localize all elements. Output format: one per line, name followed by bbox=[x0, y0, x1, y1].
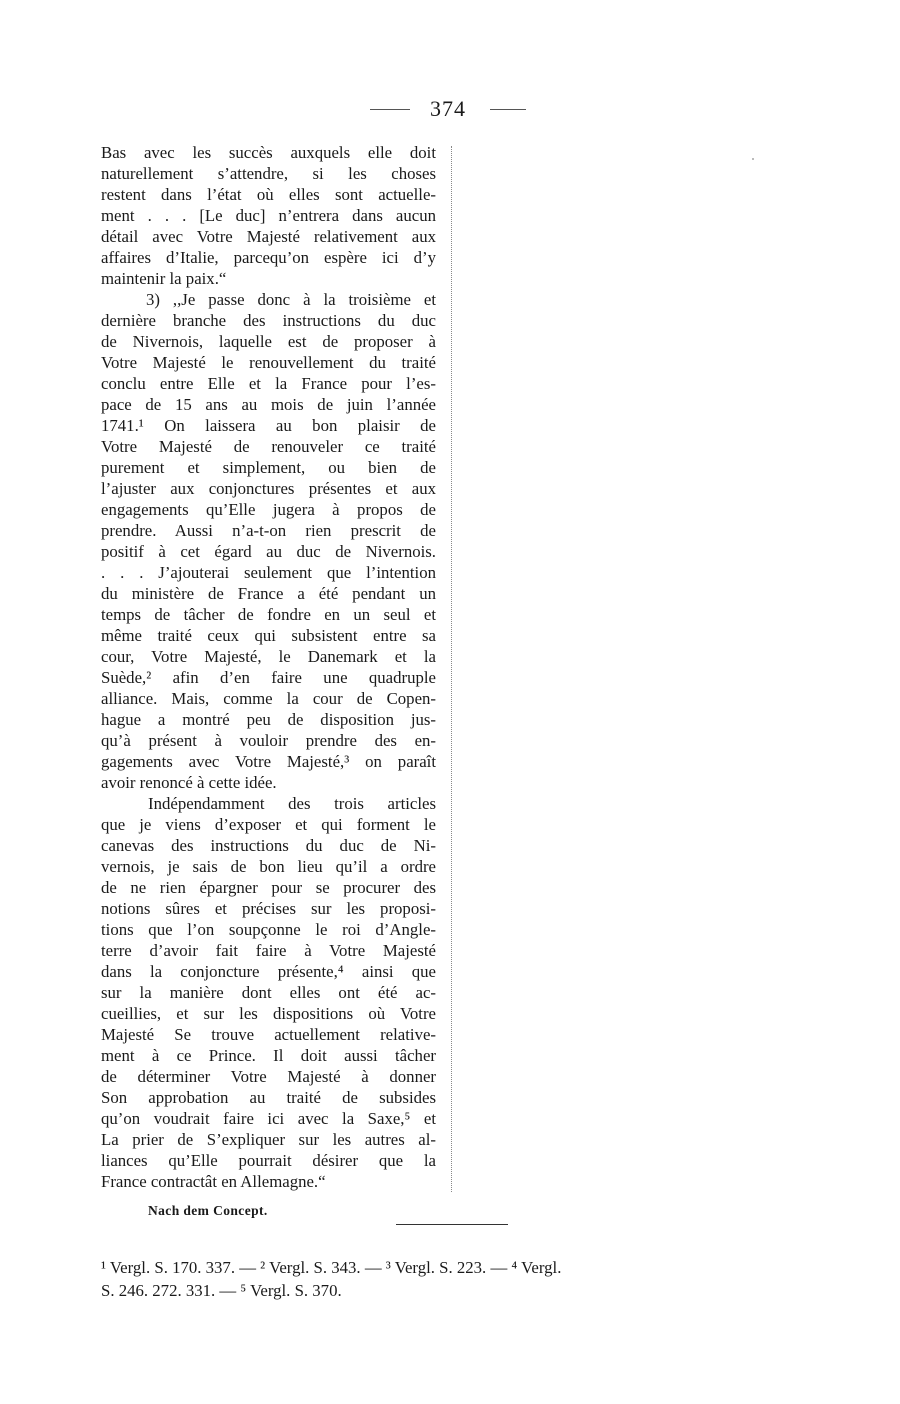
text-line: Bas avec les succès auxquels elle doit bbox=[101, 143, 436, 162]
text-line: 3) ,,Je passe donc à la troisième et bbox=[146, 290, 436, 309]
text-line: maintenir la paix.“ bbox=[101, 269, 227, 288]
text-line: sur la manière dont elles ont été ac- bbox=[101, 983, 436, 1002]
footnote-line: ¹ Vergl. S. 170. 337. — ² Vergl. S. 343. — ³ Vergl. S. 223. — ⁴ Vergl. bbox=[101, 1258, 562, 1277]
text-line: Son approbation au traité de subsides bbox=[101, 1088, 436, 1107]
text-line: engagements qu’Elle jugera à propos de bbox=[101, 500, 436, 519]
text-line: ment à ce Prince. Il doit aussi tâcher bbox=[101, 1046, 436, 1065]
text-line: 1741.¹ On laissera au bon plaisir de bbox=[101, 416, 436, 435]
text-line: vernois, je sais de bon lieu qu’il a ordre bbox=[101, 857, 436, 876]
source-note: Nach dem Concept. bbox=[148, 1203, 268, 1218]
text-line: qu’on voudrait faire ici avec la Saxe,⁵ et bbox=[101, 1109, 436, 1128]
footnote-line: S. 246. 272. 331. — ⁵ Vergl. S. 370. bbox=[101, 1281, 342, 1300]
text-line: dernière branche des instructions du duc bbox=[101, 311, 436, 330]
text-line: cueillies, et sur les dispositions où Votre bbox=[101, 1004, 436, 1023]
footnotes bbox=[101, 1256, 806, 1302]
text-line: terre d’avoir fait faire à Votre Majesté bbox=[101, 941, 436, 960]
header-rule-left bbox=[370, 109, 410, 110]
text-line: que je viens d’exposer et qui forment le bbox=[101, 815, 436, 834]
text-line: gagements avec Votre Majesté,³ on paraît bbox=[101, 752, 436, 771]
text-line: tions que l’on soupçonne le roi d’Angle- bbox=[101, 920, 436, 939]
text-line: temps de tâcher de fondre en un seul et bbox=[101, 605, 436, 624]
text-line: détail avec Votre Majesté relativement aux bbox=[101, 227, 436, 246]
text-line: La prier de S’expliquer sur les autres al- bbox=[101, 1130, 436, 1149]
text-line: positif à cet égard au duc de Nivernois. bbox=[101, 542, 436, 561]
text-line: France contractât en Allemagne.“ bbox=[101, 1172, 326, 1191]
footnote-separator bbox=[396, 1224, 508, 1225]
text-line: de Nivernois, laquelle est de proposer à bbox=[101, 332, 436, 351]
text-line: . . . J’ajouterai seulement que l’intention bbox=[101, 563, 436, 582]
text-line: restent dans l’état où elles sont actuelle- bbox=[101, 185, 436, 204]
text-line: ment . . . [Le duc] n’entrera dans aucun bbox=[101, 206, 436, 225]
margin-dotted-rule bbox=[451, 146, 452, 1192]
text-line: même traité ceux qui subsistent entre sa bbox=[101, 626, 436, 645]
text-line: de ne rien épargner pour se procurer des bbox=[101, 878, 436, 897]
text-line: Votre Majesté de renouveler ce traité bbox=[101, 437, 436, 456]
text-line: canevas des instructions du duc de Ni- bbox=[101, 836, 436, 855]
text-line: Majesté Se trouve actuellement relative- bbox=[101, 1025, 436, 1044]
text-line: du ministère de France a été pendant un bbox=[101, 584, 436, 603]
main-text-column bbox=[101, 142, 436, 1192]
text-line: purement et simplement, ou bien de bbox=[101, 458, 436, 477]
text-line: de déterminer Votre Majesté à donner bbox=[101, 1067, 436, 1086]
text-line: Suède,² afin d’en faire une quadruple bbox=[101, 668, 436, 687]
text-line: naturellement s’attendre, si les choses bbox=[101, 164, 436, 183]
text-line: avoir renoncé à cette idée. bbox=[101, 773, 277, 792]
text-line: l’ajuster aux conjonctures présentes et aux bbox=[101, 479, 436, 498]
page-number: 374 bbox=[430, 96, 466, 121]
text-line: pace de 15 ans au mois de juin l’année bbox=[101, 395, 436, 414]
text-line: liances qu’Elle pourrait désirer que la bbox=[101, 1151, 436, 1170]
scan-speck bbox=[752, 158, 754, 160]
text-line: conclu entre Elle et la France pour l’es- bbox=[101, 374, 436, 393]
text-line: dans la conjoncture présente,⁴ ainsi que bbox=[101, 962, 436, 981]
text-line: notions sûres et précises sur les proposi- bbox=[101, 899, 436, 918]
text-line: cour, Votre Majesté, le Danemark et la bbox=[101, 647, 436, 666]
text-line: alliance. Mais, comme la cour de Copen- bbox=[101, 689, 436, 708]
text-line: hague a montré peu de disposition jus- bbox=[101, 710, 436, 729]
text-line: prendre. Aussi n’a-t-on rien prescrit de bbox=[101, 521, 436, 540]
text-line: Votre Majesté le renouvellement du traité bbox=[101, 353, 436, 372]
text-line: qu’à présent à vouloir prendre des en- bbox=[101, 731, 436, 750]
header-rule-right bbox=[490, 109, 526, 110]
text-line: Indépendamment des trois articles bbox=[148, 794, 436, 813]
text-line: affaires d’Italie, parcequ’on espère ici d’y bbox=[101, 248, 436, 267]
